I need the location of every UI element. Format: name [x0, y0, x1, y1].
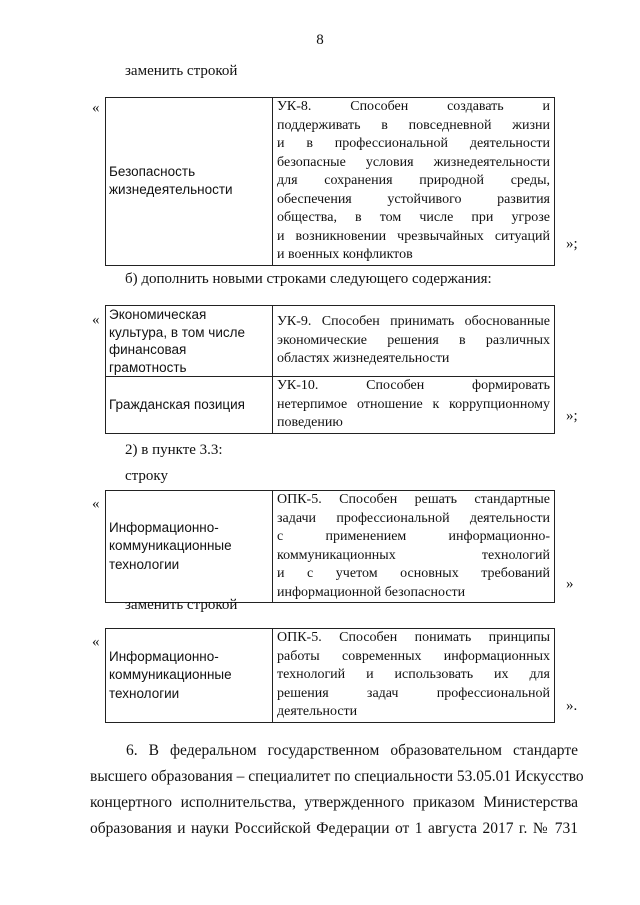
paragraph-line: образования и науки Российской Федерации от 1 августа 2017 г. № 731: [90, 820, 578, 837]
cell-line: УК-10. Способен формировать: [277, 378, 550, 393]
competency-table-4: [105, 628, 555, 723]
cell-line: Информационно-: [109, 648, 219, 664]
close-quote: »;: [566, 236, 578, 252]
cell-line: поведению: [277, 415, 343, 430]
cell-line: общества, в том числе при угрозе: [277, 210, 550, 225]
cell-line: и возникновении чрезвычайных ситуаций: [277, 228, 550, 244]
competency-description-cell: [273, 377, 555, 434]
cell-line: и в профессиональной деятельности: [277, 136, 550, 151]
instruction-row-line: строку: [125, 468, 168, 484]
cell-line: грамотность: [109, 359, 187, 375]
cell-line: работы современных информационных: [277, 648, 550, 664]
close-quote: »: [566, 576, 574, 592]
cell-line: жизнедеятельности: [109, 182, 233, 198]
cell-line: технологии: [109, 556, 180, 572]
cell-line: поддерживать в повседневной жизни: [277, 117, 550, 133]
instruction-add-rows-line: б) дополнить новыми строками следующего содержания:: [125, 271, 492, 287]
cell-line: ОПК-5. Способен решать стандартные: [277, 492, 550, 507]
open-quote: «: [92, 100, 100, 116]
cell-line: информационной безопасности: [277, 584, 466, 600]
instruction-replace-line: заменить строкой: [125, 597, 238, 613]
cell-line: Информационно-: [109, 519, 219, 535]
instruction-replace-line: заменить строкой: [125, 63, 238, 79]
cell-line: деятельности: [277, 704, 358, 719]
competency-description-cell: [273, 306, 555, 377]
competency-category-cell: [106, 98, 273, 266]
cell-line: финансовая: [109, 342, 187, 357]
paragraph-line: концертного исполнительства, утвержденного приказом Министерства: [90, 794, 578, 811]
cell-line: коммуникационные: [109, 538, 232, 554]
cell-line: технологии: [109, 685, 180, 701]
cell-line: нетерпимое отношение к коррупционному: [277, 396, 550, 412]
paragraph-line: высшего образования – специалитет по специальности 53.05.01 Искусство: [90, 768, 584, 785]
close-quote: »;: [566, 408, 578, 424]
cell-line: УК-8. Способен создавать и: [277, 99, 550, 114]
cell-line: областях жизнедеятельности: [277, 351, 450, 367]
cell-line: решения задач профессиональной: [277, 685, 550, 701]
competency-category-cell: [106, 629, 273, 723]
table-row: [106, 377, 555, 434]
cell-line: ОПК-5. Способен понимать принципы: [277, 630, 550, 645]
open-quote: «: [92, 496, 100, 512]
competency-category-cell: [106, 491, 273, 603]
cell-line: с применением информационно-: [277, 529, 550, 544]
cell-line: коммуникационные: [109, 667, 232, 682]
cell-line: культура, в том числе: [109, 324, 246, 340]
instruction-point-line: 2) в пункте 3.3:: [125, 442, 223, 458]
cell-line: экономические решения в различных: [277, 332, 550, 348]
table-row: [106, 491, 555, 603]
cell-line: и военных конфликтов: [277, 247, 413, 262]
paragraph-6: [90, 738, 584, 842]
competency-category-cell: [106, 377, 273, 434]
cell-line: коммуникационных технологий: [277, 547, 550, 563]
cell-line: безопасные условия жизнедеятельности: [277, 154, 550, 170]
competency-description-cell: [273, 491, 555, 603]
cell-line: задачи профессиональной деятельности: [277, 510, 550, 526]
cell-line: технологий и использовать их для: [277, 667, 550, 682]
page-number: 8: [316, 32, 324, 48]
open-quote: «: [92, 312, 100, 328]
table-row: [106, 629, 555, 723]
table-row: [106, 306, 555, 377]
cell-line: Гражданская позиция: [109, 396, 245, 412]
cell-line: УК-9. Способен принимать обоснованные: [277, 314, 550, 330]
competency-category-cell: [106, 306, 273, 377]
close-quote: ».: [566, 698, 578, 714]
competency-table-3: [105, 490, 555, 603]
cell-line: Экономическая: [109, 307, 207, 322]
paragraph-line: 6. В федеральном государственном образовательном стандарте: [126, 742, 578, 759]
competency-description-cell: [273, 98, 555, 266]
table-row: [106, 98, 555, 266]
competency-description-cell: [273, 629, 555, 723]
cell-line: для сохранения природной среды,: [277, 173, 550, 188]
cell-line: и с учетом основных требований: [277, 566, 550, 581]
competency-table-1: [105, 97, 555, 266]
open-quote: «: [92, 634, 100, 650]
cell-line: Безопасность: [109, 163, 196, 179]
competency-table-2: [105, 305, 555, 434]
cell-line: обеспечения устойчивого развития: [277, 191, 550, 207]
